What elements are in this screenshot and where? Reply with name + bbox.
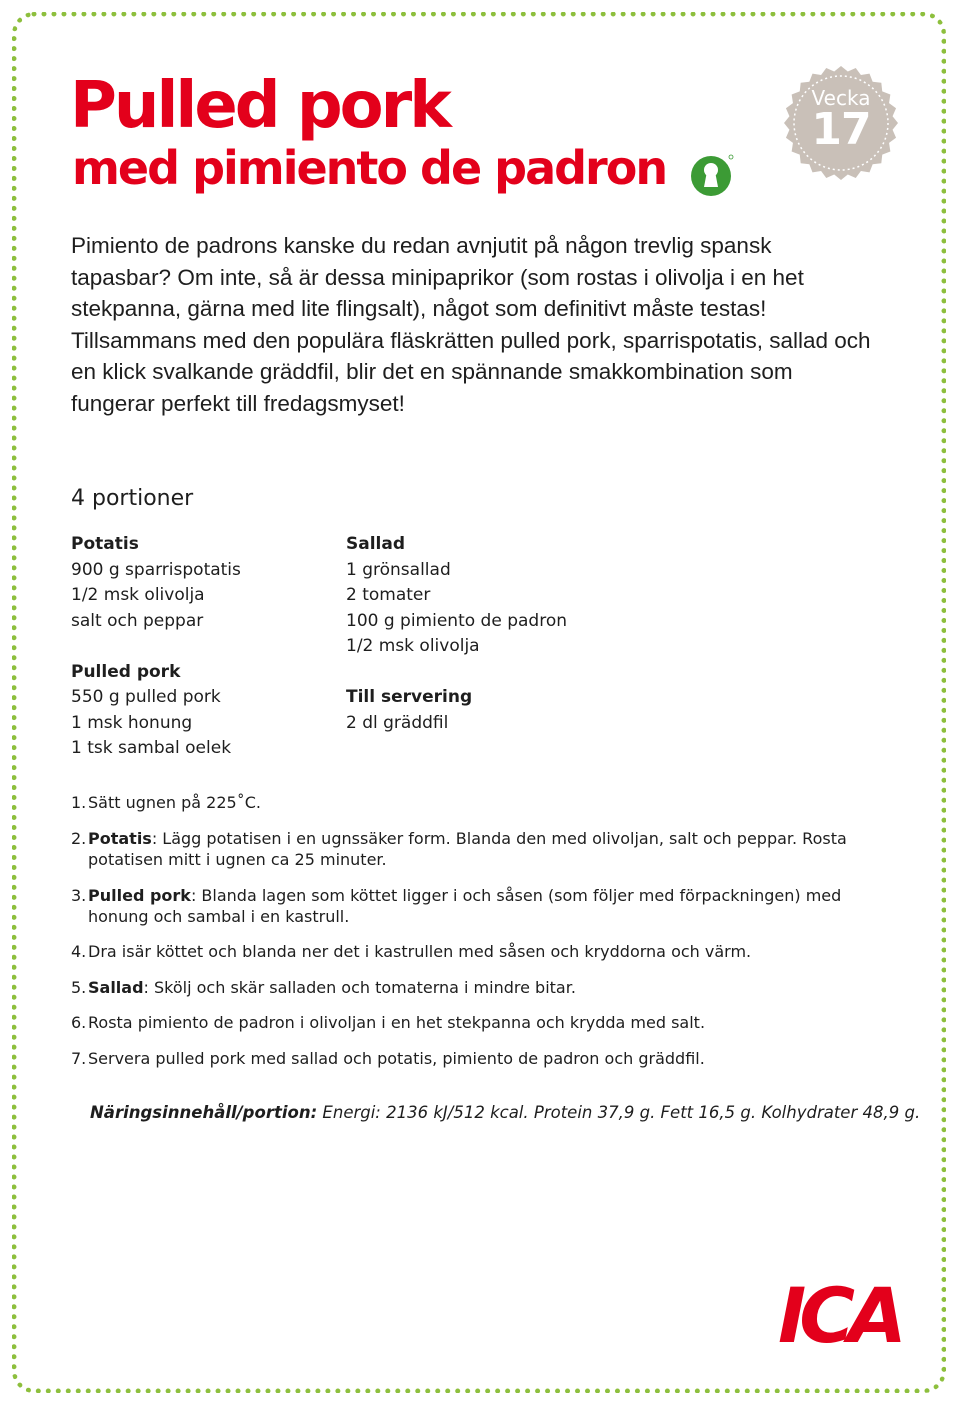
step-label: Sallad (88, 977, 144, 997)
ingredient-group (346, 532, 646, 660)
ingredients-left-column (71, 532, 331, 787)
week-label: Vecka (811, 86, 871, 110)
ingredient-group-heading: Pulled pork (71, 661, 181, 682)
nutrition-label: Näringsinnehåll/portion: (90, 1103, 318, 1122)
step-text: Sätt ugnen på 225˚C. (88, 793, 261, 812)
step-label: Pulled pork (88, 885, 191, 905)
step-text: Dra isär köttet och blanda ner det i kastrullen med såsen och kryddorna och värm. (88, 942, 752, 961)
step-text: Servera pulled pork med sallad och potatis, pimiento de padron och gräddfil. (88, 1048, 705, 1068)
instruction-step (71, 941, 901, 962)
instruction-step (71, 885, 901, 927)
ingredient-item: 1/2 msk olivolja (346, 636, 480, 656)
ingredient-item: salt och peppar (71, 610, 204, 631)
step-label: Potatis (88, 829, 152, 848)
ica-logo (778, 1280, 902, 1346)
step-text: Rosta pimiento de padron i olivoljan i en het stekpanna och krydda med salt. (88, 1013, 706, 1032)
ingredient-item: 900 g sparrispotatis (71, 559, 241, 580)
portions-heading: 4 portioner (71, 486, 194, 511)
recipe-title: Pulled pork (70, 69, 449, 143)
instruction-step (71, 977, 901, 998)
instruction-steps (71, 792, 901, 1083)
step-number: 2. (71, 829, 87, 848)
ingredient-group-heading: Potatis (71, 534, 139, 554)
ingredient-item: 2 tomater (346, 585, 431, 605)
ingredient-group (71, 660, 331, 762)
ingredient-item: 1 grönsallad (346, 559, 451, 580)
ingredient-item: 1/2 msk olivolja (71, 585, 205, 605)
ingredient-group (71, 532, 331, 634)
ingredient-item: 2 dl gräddfil (346, 712, 449, 733)
ingredients-right-column (346, 532, 646, 762)
week-number: 17 (811, 104, 871, 155)
step-number: 1. (71, 793, 87, 812)
step-number: 3. (71, 885, 87, 905)
ingredient-group-heading: Sallad (346, 534, 406, 554)
ingredient-group-heading: Till servering (346, 687, 473, 707)
ica-logo-text: ICA (778, 1280, 900, 1346)
nutrition-text: Energi: 2136 kJ/512 kcal. Protein 37,9 g. Fett 16,5 g. Kolhydrater 48,9 g. (317, 1103, 921, 1122)
step-number: 6. (71, 1013, 87, 1032)
step-number: 7. (71, 1048, 87, 1068)
ingredient-item: 1 tsk sambal oelek (71, 738, 232, 758)
ingredient-item: 1 msk honung (71, 712, 193, 733)
step-text: : Blanda lagen som köttet ligger i och såsen (som följer med förpackningen) med honung och sambal i en kastrull. (88, 885, 842, 926)
instruction-step (71, 792, 901, 813)
nutrition-info (90, 1103, 920, 1122)
keyhole-icon (690, 153, 734, 197)
step-number: 5. (71, 977, 87, 997)
step-number: 4. (71, 942, 87, 961)
instruction-step (71, 1048, 901, 1069)
ingredient-group (346, 685, 646, 736)
week-badge (784, 66, 898, 155)
intro-paragraph: Pimiento de padrons kanske du redan avnjutit på någon trevlig spansk tapasbar? Om inte, så är dessa minipaprikor (som rostas i olivolja i en het stekpanna, gärna med lite flingsalt), något som definitivt måste testas! Tillsammans med den populära fläskrätten pulled pork, sparrispotatis, sallad och en klick svalkande gräddfil, blir det en spännande smakkombination som fungerar perfekt till fredagsmyset! (71, 233, 871, 416)
step-text: : Lägg potatisen i en ugnssäker form. Blanda den med olivoljan, salt och peppar. Rosta potatisen mitt i ugnen ca 25 minuter. (88, 829, 847, 869)
instruction-step (71, 828, 901, 870)
step-text: : Skölj och skär salladen och tomaterna i mindre bitar. (143, 977, 576, 997)
ingredient-item: 100 g pimiento de padron (346, 610, 567, 631)
instruction-step (71, 1012, 901, 1033)
ingredient-item: 550 g pulled pork (71, 687, 221, 707)
recipe-subtitle: med pimiento de padron (72, 141, 667, 195)
